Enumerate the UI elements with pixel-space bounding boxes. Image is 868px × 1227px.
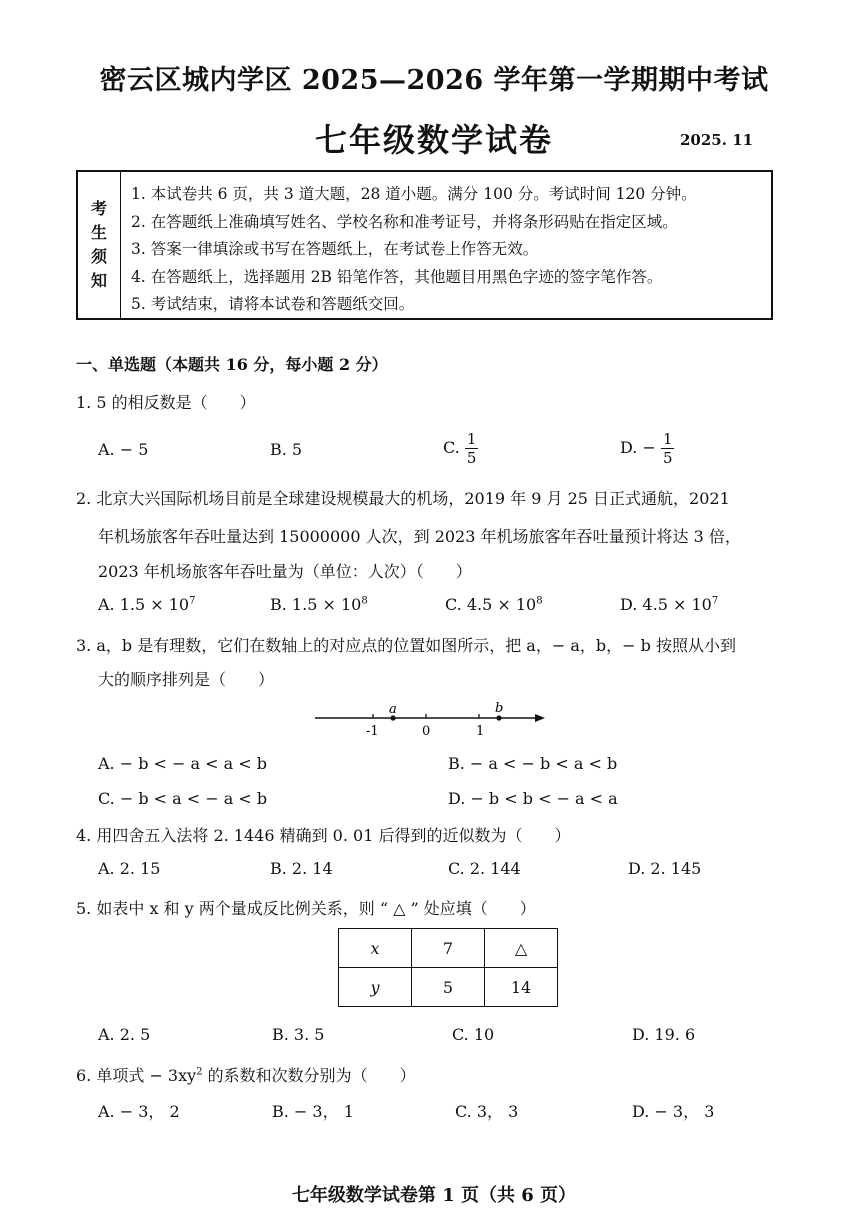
table-row [339,929,558,968]
notice-label-char: 考 [90,199,107,218]
q4-option-d: D. 2. 145 [628,859,702,878]
notice-label-char: 生 [90,223,107,242]
q2-option-a [98,595,195,614]
exam-date: 2025. 11 [680,131,754,149]
exponent: 7 [711,595,719,607]
table-cell: 14 [485,968,558,1007]
q2-option-d [620,595,718,614]
notice-label-char: 知 [90,271,107,290]
tick-label-0: 0 [422,724,431,739]
table-row [339,968,558,1007]
exponent: 8 [361,595,368,607]
school-title: 密云区城内学区 2025—2026 学年第一学期期中考试 [99,65,769,96]
q4-stem: 4. 用四舍五入法将 2. 1446 精确到 0. 01 后得到的近似数为（ ） [76,826,571,845]
notice-item: 2. 在答题纸上准确填写姓名、学校名称和准考证号，并将条形码贴在指定区域。 [131,212,678,231]
q4-option-b: B. 2. 14 [270,859,333,878]
tick-label-1: 1 [476,724,485,739]
q4-option-a: A. 2. 15 [98,859,161,878]
q1-stem: 1. 5 的相反数是（ ） [76,393,256,412]
q3-option-d: D. − b < b < − a < a [448,789,618,808]
q2-option-c [445,595,543,614]
q5-option-b: B. 3. 5 [272,1025,325,1044]
notice-item: 1. 本试卷共 6 页，共 3 道大题，28 道小题。满分 100 分。考试时间 120 分钟。 [131,185,697,203]
q5-option-d: D. 19. 6 [632,1025,696,1044]
q6-option-c: C. 3， 3 [455,1102,519,1121]
q1-option-d-prefix: D. − [620,438,656,457]
arrow-head-icon [535,714,545,722]
table-cell: 7 [412,929,485,968]
fraction [661,430,675,467]
q2-stem-line3: 2023 年机场旅客年吞吐量为（单位：人次）（ ） [98,562,472,581]
table-cell: △ [485,929,558,968]
xy-table [338,928,558,1007]
label-a: a [389,702,397,717]
section-title: 一、单选题（本题共 16 分，每小题 2 分） [76,355,388,374]
fraction-denominator: 5 [662,449,673,467]
q5-option-c: C. 10 [452,1025,495,1044]
q1-option-d [620,430,674,467]
q6-option-d: D. − 3， 3 [632,1102,715,1121]
fraction [465,430,479,467]
tick-label-neg1: -1 [366,724,379,739]
q6-stem-post: 的系数和次数分别为（ ） [202,1066,416,1085]
exponent: 7 [189,595,196,607]
notice-item: 4. 在答题纸上，选择题用 2B 铅笔作答，其他题目用黑色字迹的签字笔作答。 [131,267,663,286]
q3-stem-line1: 3. a，b 是有理数，它们在数轴上的对应点的位置如图所示，把 a，− a，b，− b 按照从小到 [76,636,736,655]
notice-item: 3. 答案一律填涂或书写在答题纸上，在考试卷上作答无效。 [131,240,539,258]
q6-stem-pre: 6. 单项式 − 3xy [76,1066,197,1085]
notice-item: 5. 考试结束，请将本试卷和答题纸交回。 [131,295,415,313]
q1-option-b: B. 5 [270,440,303,459]
q2-option-a-base: A. 1.5 × 10 [98,595,190,614]
q2-option-b-base: B. 1.5 × 10 [270,595,362,614]
page-footer: 七年级数学试卷第 1 页（共 6 页） [291,1185,577,1206]
point-b [496,715,501,720]
q2-option-c-base: C. 4.5 × 10 [445,595,537,614]
fraction-numerator: 1 [662,430,673,448]
q6-stem [76,1063,416,1086]
q2-stem-line2: 年机场旅客年吞吐量达到 15000000 人次，到 2023 年机场旅客年吞吐量预计将达 3 倍， [98,527,741,546]
table-cell: y [339,968,412,1007]
q3-stem-line2: 大的顺序排列是（ ） [98,670,275,689]
fraction-numerator: 1 [466,430,477,448]
notice-items [121,172,697,318]
table-cell: x [339,929,412,968]
exponent: 8 [536,595,543,607]
notice-label-char: 须 [90,247,107,266]
q2-option-d-base: D. 4.5 × 10 [620,595,712,614]
number-line [313,700,553,740]
notice-box [76,170,773,320]
q6-option-a: A. − 3， 2 [98,1102,180,1121]
label-b: b [495,701,504,716]
q3-option-c: C. − b < a < − a < b [98,789,268,808]
q2-stem-line1: 2. 北京大兴国际机场目前是全球建设规模最大的机场，2019 年 9 月 25 日正式通航，2021 [76,489,730,508]
exponent: 2 [196,1066,203,1078]
q1-option-c-prefix: C. [443,438,460,457]
paper-title: 七年级数学试卷 [314,121,553,159]
q1-option-c [443,430,478,467]
q6-option-b: B. − 3， 1 [272,1102,354,1121]
q2-option-b [270,595,368,614]
notice-label [78,172,121,318]
q5-stem: 5. 如表中 x 和 y 两个量成反比例关系，则 “ △ ” 处应填（ ） [76,899,536,918]
table-cell: 5 [412,968,485,1007]
q3-option-a: A. − b < − a < a < b [98,754,268,773]
q5-option-a: A. 2. 5 [98,1025,151,1044]
fraction-denominator: 5 [466,449,477,467]
q3-option-b: B. − a < − b < a < b [448,754,618,773]
q1-option-a: A. − 5 [98,440,149,459]
q4-option-c: C. 2. 144 [448,859,521,878]
